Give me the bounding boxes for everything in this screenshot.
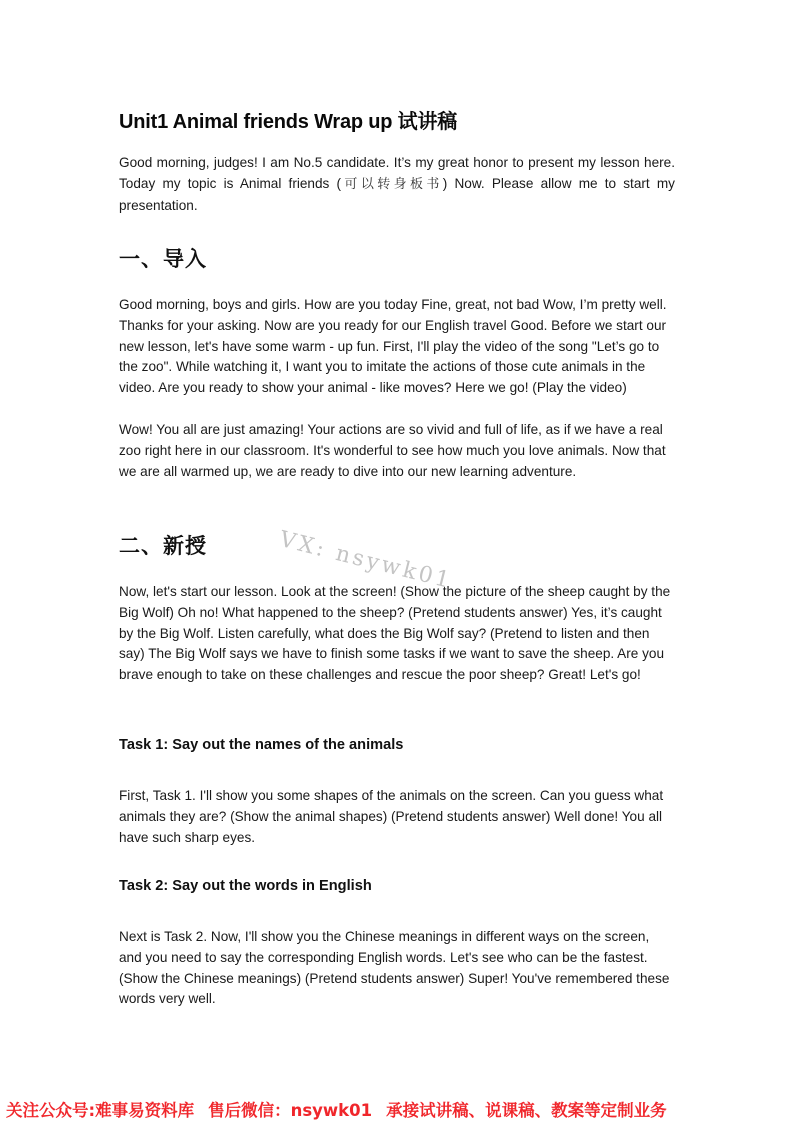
- section-heading-intro: 一、导入: [119, 247, 207, 271]
- section-intro-paragraph-1: Good morning, boys and girls. How are you today Fine, great, not bad Wow, I’m pretty well. Thanks for your asking. Now are you ready for our English travel Good. Before we start our new lesson, let's have some warm - up fun. First, I'll play the video of the song "Let’s go to the zoo". While watching it, I want you to imitate the actions of those cute animals in the video. Are you ready to show your animal - like moves? Here we go! (Play the video): [119, 297, 667, 396]
- section-new-lesson-paragraph: Now, let's start our lesson. Look at the screen! (Show the picture of the sheep caught by the Big Wolf) Oh no! What happened to the sheep? (Pretend students answer) Yes, it’s caught by the Big Wolf. Listen carefully, what does the Big Wolf say? (Pretend to listen and then say) The Big Wolf says we have to finish some tasks if we want to save the sheep. Are you brave enough to take on these challenges and rescue the poor sheep? Great! Let's go!: [119, 584, 671, 683]
- section-heading-new-lesson: 二、新授: [119, 534, 207, 558]
- document-title: Unit1 Animal friends Wrap up 试讲稿: [119, 111, 458, 133]
- intro-paragraph: [119, 153, 675, 216]
- intro-cn-note: 可以转身板书: [341, 176, 443, 192]
- task-2-body: Next is Task 2. Now, I'll show you the Chinese meanings in different ways on the screen, and you need to say the corresponding English words. Let's see who can be the fastest. (Show the Chinese meanings) (Pretend students answer) Super! You've remembered these words very well.: [119, 929, 670, 1007]
- footer-official-account: 关注公众号:难事易资料库: [6, 1101, 195, 1120]
- watermark: VX: nsywk01: [276, 527, 455, 595]
- section-intro-paragraph-2: Wow! You all are just amazing! Your actions are so vivid and full of life, as if we have a real zoo right here in our classroom. It's wonderful to see how much you love animals. Now that we are all warmed up, we are ready to dive into our new learning adventure.: [119, 422, 666, 479]
- task-1-heading: Task 1: Say out the names of the animals: [119, 737, 404, 753]
- intro-text-start: Good morning, judges! I am No.5 candidate. It’s my great honor to present my lesson here. Today my topic is Animal friends (: [119, 155, 675, 191]
- task-1-body: First, Task 1. I'll show you some shapes of the animals on the screen. Can you guess what animals they are? (Show the animal shapes) (Pretend students answer) Well done! You all have such sharp eyes.: [119, 788, 664, 845]
- intro-text-end: ) Now. Please allow me to start my presentation.: [119, 175, 675, 213]
- footer-promo-banner: [6, 1097, 787, 1121]
- footer-wechat-contact: 售后微信：nsywk01: [208, 1101, 373, 1120]
- task-2-heading: Task 2: Say out the words in English: [119, 878, 372, 894]
- footer-services: 承接试讲稿、说课稿、教案等定制业务: [386, 1101, 667, 1120]
